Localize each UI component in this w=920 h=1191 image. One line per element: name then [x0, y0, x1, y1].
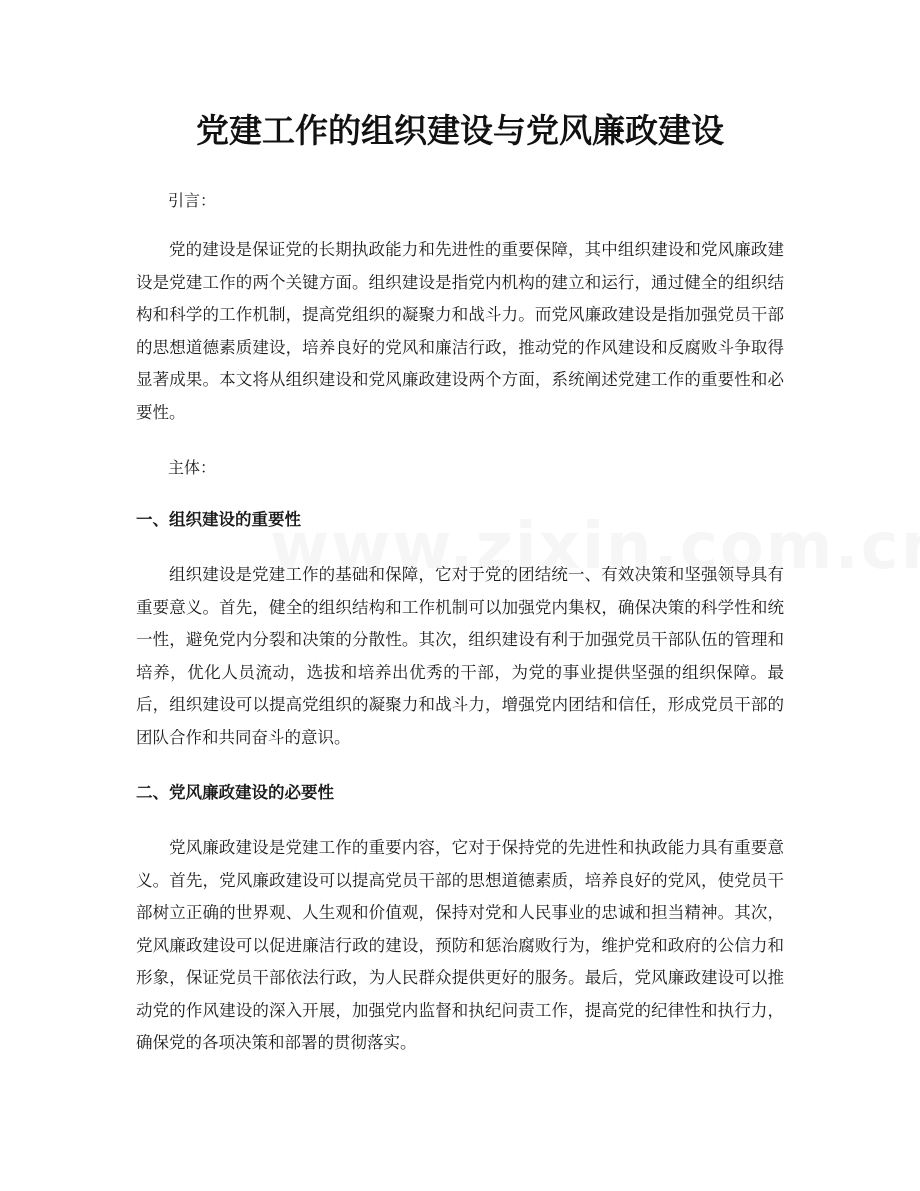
- section-heading: 二、党风廉政建设的必要性: [136, 783, 334, 802]
- section-paragraph: 党风廉政建设是党建工作的重要内容，它对于保持党的先进性和执政能力具有重要意义。首先，党风廉政建设可以提高党员干部的思想道德素质，培养良好的党风，使党员干部树立正确的世界观、人生观和价值观，保持对党和人民事业的忠诚和担当精神。其次，党风廉政建设可以促进廉洁行政的建设，预防和惩治腐败行为，维护党和政府的公信力和形象，保证党员干部依法行政，为人民群众提供更好的服务。最后，党风廉政建设可以推动党的作风建设的深入开展，加强党内监督和执纪问责工作，提高党的纪律性和执行力，确保党的各项决策和部署的贯彻落实。: [136, 838, 784, 1052]
- section-paragraph: 组织建设是党建工作的基础和保障，它对于党的团结统一、有效决策和坚强领导具有重要意义。首先，健全的组织结构和工作机制可以加强党内集权，确保决策的科学性和统一性，避免党内分裂和决策的分散性。其次，组织建设有利于加强党员干部队伍的管理和培养，优化人员流动，选拔和培养出优秀的干部，为党的事业提供坚强的组织保障。最后，组织建设可以提高党组织的凝聚力和战斗力，增强党内团结和信任，形成党员干部的团队合作和共同奋斗的意识。: [136, 565, 784, 747]
- document-title: 党建工作的组织建设与党风廉政建设: [196, 111, 724, 150]
- document-body: [136, 182, 784, 1060]
- intro-paragraph: 党的建设是保证党的长期执政能力和先进性的重要保障，其中组织建设和党风廉政建设是党建工作的两个关键方面。组织建设是指党内机构的建立和运行，通过健全的组织结构和科学的工作机制，提高党组织的凝聚力和战斗力。而党风廉政建设是指加强党员干部的思想道德素质建设，培养良好的党风和廉洁行政，推动党的作风建设和反腐败斗争取得显著成果。本文将从组织建设和党风廉政建设两个方面，系统阐述党建工作的重要性和必要性。: [136, 240, 784, 422]
- body-label: 主体：: [168, 458, 217, 477]
- intro-label: 引言：: [168, 191, 217, 210]
- section-heading: 一、组织建设的重要性: [136, 510, 301, 529]
